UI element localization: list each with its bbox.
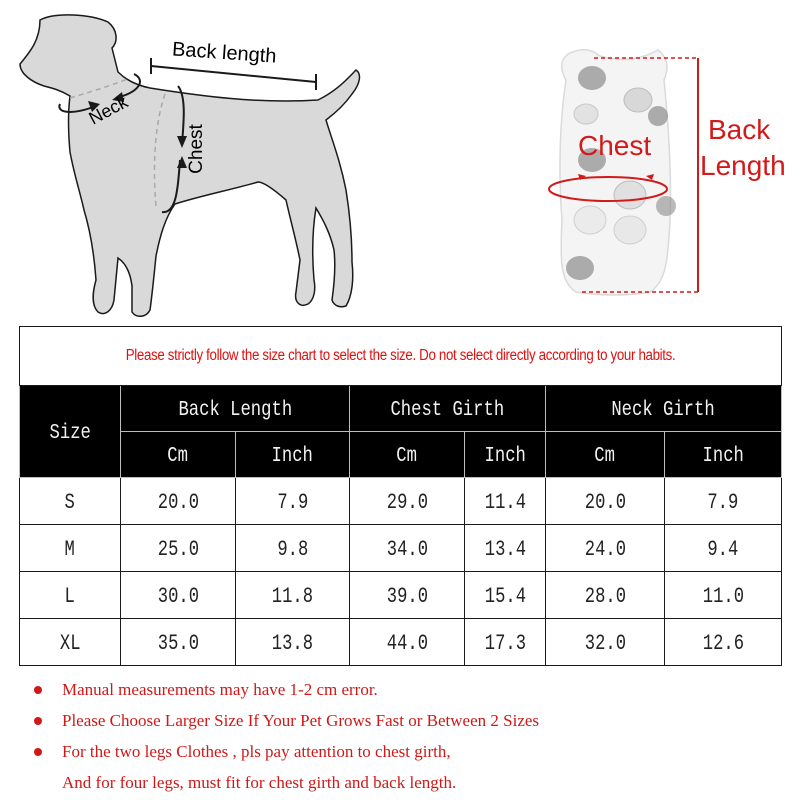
size-cell [20, 572, 121, 619]
cell-value: 7.9 [277, 489, 308, 515]
cell-value: 11.4 [484, 489, 526, 515]
bullet-icon [34, 686, 42, 694]
cell-value: 13.4 [484, 536, 526, 562]
table-cell [350, 525, 465, 572]
table-cell [350, 478, 465, 525]
chest-label: Chest [185, 124, 207, 174]
chest-girth-header-text: Chest Girth [390, 398, 505, 422]
size-value: XL [59, 630, 81, 656]
table-cell [665, 572, 782, 619]
bullet-icon [34, 717, 42, 725]
unit-header-text: Inch [271, 444, 314, 468]
cell-value: 20.0 [157, 489, 199, 515]
note-text: For the two legs Clothes , pls pay attention to chest girth, [62, 742, 451, 761]
size-chart-table [19, 326, 782, 666]
cell-value: 44.0 [386, 630, 428, 656]
table-cell [546, 478, 665, 525]
table-cell [350, 619, 465, 666]
table-cell [546, 525, 665, 572]
size-value: L [64, 583, 76, 609]
table-cell [236, 572, 350, 619]
table-row [20, 572, 782, 619]
chest-girth-header [350, 386, 546, 432]
note-text: Manual measurements may have 1-2 cm error. [62, 680, 378, 699]
cell-value: 12.6 [702, 630, 744, 656]
table-cell [121, 525, 236, 572]
vest-measurement-illustration [530, 20, 800, 310]
cell-value: 28.0 [584, 583, 626, 609]
unit-header [546, 432, 665, 478]
size-chart [19, 326, 781, 666]
cell-value: 7.9 [707, 489, 739, 515]
cell-value: 32.0 [584, 630, 626, 656]
back-length-header-text: Back Length [178, 398, 292, 422]
size-value: M [64, 536, 76, 562]
cell-value: 11.0 [702, 583, 744, 609]
cell-value: 13.8 [271, 630, 314, 656]
neck-girth-header-text: Neck Girth [611, 398, 716, 422]
table-cell [121, 619, 236, 666]
size-notice [20, 327, 782, 386]
table-row [20, 478, 782, 525]
size-notes [30, 674, 770, 798]
table-cell [465, 619, 546, 666]
table-row [20, 525, 782, 572]
cell-value: 25.0 [157, 536, 199, 562]
size-cell [20, 619, 121, 666]
neck-label: Neck [85, 91, 132, 129]
note-item [30, 705, 770, 736]
note-item [30, 674, 770, 705]
size-cell [20, 525, 121, 572]
table-cell [236, 478, 350, 525]
table-cell [465, 525, 546, 572]
cell-value: 11.8 [271, 583, 314, 609]
table-row [20, 619, 782, 666]
cell-value: 9.8 [277, 536, 308, 562]
table-cell [665, 478, 782, 525]
back-length-label: Back length [171, 38, 278, 68]
table-cell [465, 478, 546, 525]
vest-length-label: Length [700, 150, 786, 181]
unit-header-text: Inch [484, 444, 526, 468]
cell-value: 24.0 [584, 536, 626, 562]
table-cell [546, 619, 665, 666]
neck-girth-header [546, 386, 782, 432]
back-length-header [121, 386, 350, 432]
unit-header [665, 432, 782, 478]
cell-value: 35.0 [157, 630, 199, 656]
cell-value: 39.0 [386, 583, 428, 609]
bullet-icon [34, 748, 42, 756]
table-cell [236, 525, 350, 572]
size-cell [20, 478, 121, 525]
unit-header-text: Cm [167, 444, 189, 468]
cell-value: 15.4 [484, 583, 526, 609]
size-notice-text: Please strictly follow the size chart to select the size. Do not select directly according to your habits. [125, 347, 676, 364]
unit-header-text: Inch [702, 444, 744, 468]
table-cell [465, 572, 546, 619]
table-cell [350, 572, 465, 619]
unit-header [236, 432, 350, 478]
size-column-header [20, 386, 121, 478]
unit-header [350, 432, 465, 478]
size-header-text: Size [49, 421, 91, 445]
table-cell [121, 572, 236, 619]
note-item [30, 736, 770, 767]
unit-header-text: Cm [594, 444, 616, 468]
cell-value: 34.0 [386, 536, 428, 562]
table-cell [121, 478, 236, 525]
unit-header-text: Cm [396, 444, 418, 468]
note-text: And for four legs, must fit for chest girth and back length. [62, 773, 457, 792]
note-item-continuation [30, 767, 770, 798]
table-cell [665, 525, 782, 572]
cell-value: 9.4 [707, 536, 739, 562]
table-cell [236, 619, 350, 666]
unit-header [121, 432, 236, 478]
table-cell [665, 619, 782, 666]
cell-value: 20.0 [584, 489, 626, 515]
size-value: S [64, 489, 76, 515]
dog-measurement-illustration [0, 0, 400, 320]
cell-value: 17.3 [484, 630, 526, 656]
note-text: Please Choose Larger Size If Your Pet Grows Fast or Between 2 Sizes [62, 711, 540, 730]
vest-chest-label: Chest [578, 130, 652, 161]
unit-header [465, 432, 546, 478]
cell-value: 30.0 [157, 583, 199, 609]
table-cell [546, 572, 665, 619]
vest-back-label: Back [708, 114, 771, 145]
cell-value: 29.0 [386, 489, 428, 515]
